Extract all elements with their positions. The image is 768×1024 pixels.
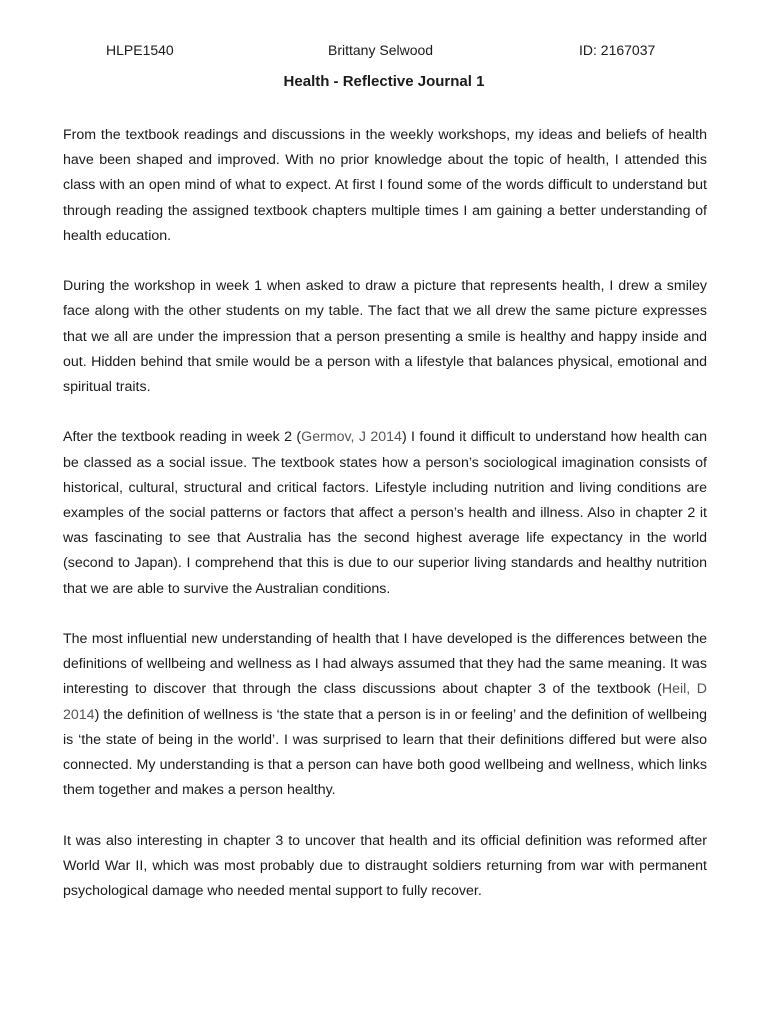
paragraph-3-text-start: After the textbook reading in week 2 ( xyxy=(63,429,302,446)
paragraph-3 xyxy=(63,425,707,601)
citation-germov: Germov, J 2014 xyxy=(301,429,402,446)
student-id: ID: 2167037 xyxy=(579,42,656,58)
paragraph-3-text-end: ) I found it difficult to understand how health can be classed as a social issue. The textbook states how a person’s sociological imagination consists of historical, cultural, structural and critical factors. Lifestyle including nutrition and living conditions are examples of the social patterns or factors that affect a person’s health and illness. Also in chapter 2 it was fascinating to see that Australia has the second highest average life expectancy in the world (second to Japan). I comprehend that this is due to our superior living standards and healthy nutrition that we are able to survive the Australian conditions. xyxy=(63,429,707,597)
paragraph-4-text-start: The most influential new understanding of health that I have developed is the differences between the definitions of wellbeing and wellness as I had always assumed that they had the same meaning. It was interesting to discover that through the class discussions about chapter 3 of the textbook ( xyxy=(63,631,707,698)
journal-body xyxy=(63,123,707,929)
author-name: Brittany Selwood xyxy=(328,42,434,58)
paragraph-1: From the textbook readings and discussions in the weekly workshops, my ideas and beliefs of health have been shaped and improved. With no prior knowledge about the topic of health, I attended this class with an open mind of what to expect. At first I found some of the words difficult to understand but through reading the assigned textbook chapters multiple times I am gaining a better understanding of health education. xyxy=(63,127,707,244)
citation-heil: Heil, D 2014 xyxy=(63,681,707,723)
course-code: HLPE1540 xyxy=(106,42,174,58)
paragraph-4 xyxy=(63,627,707,803)
document-title: Health - Reflective Journal 1 xyxy=(283,73,485,90)
page-header xyxy=(0,42,768,62)
paragraph-2: During the workshop in week 1 when asked to draw a picture that represents health, I drew a smiley face along with the other students on my table. The fact that we all drew the same picture expresses that we all are under the impression that a person presenting a smile is healthy and happy inside and out. Hidden behind that smile would be a person with a lifestyle that balances physical, emotional and spiritual traits. xyxy=(63,278,707,396)
paragraph-5: It was also interesting in chapter 3 to uncover that health and its official definition was reformed after World War II, which was most probably due to distraught soldiers returning from war with permanent psychological damage who needed mental support to fully recover. xyxy=(63,832,707,900)
paragraph-4-text-end: ) the definition of wellness is ‘the state that a person is in or feeling’ and the definition of wellbeing is ‘the state of being in the world’. I was surprised to learn that their definitions differed but were also connected. My understanding is that a person can have both good wellbeing and wellness, which links them together and makes a person healthy. xyxy=(63,706,707,799)
